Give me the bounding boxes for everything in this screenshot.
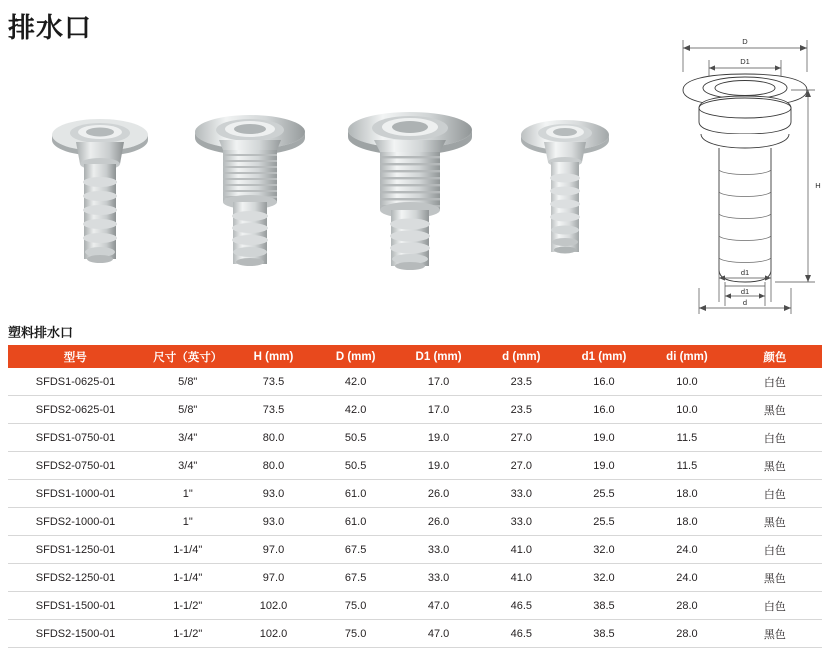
cell-h: 73.5 (232, 396, 314, 424)
cell-d: 50.5 (315, 424, 397, 452)
table-row (8, 536, 822, 564)
cell-color: 黑色 (728, 452, 821, 480)
cell-h: 102.0 (232, 592, 314, 620)
cell-size: 1-1/4" (143, 536, 232, 564)
header-d1-low: d1 (mm) (562, 345, 645, 368)
cell-d1-low: 32.0 (562, 536, 645, 564)
cell-color: 白色 (728, 536, 821, 564)
cell-d: 67.5 (315, 536, 397, 564)
cell-h: 93.0 (232, 480, 314, 508)
cell-d1-cap: 47.0 (397, 620, 481, 648)
cell-d1-low: 19.0 (562, 424, 645, 452)
product-image-1 (40, 90, 160, 290)
cell-d-low: 41.0 (480, 536, 562, 564)
product-photo-strip (10, 75, 660, 290)
cell-d-low: 27.0 (480, 424, 562, 452)
cell-h: 80.0 (232, 452, 314, 480)
cell-h: 93.0 (232, 508, 314, 536)
cell-color: 白色 (728, 424, 821, 452)
header-size: 尺寸（英寸） (143, 345, 232, 368)
cell-h: 80.0 (232, 424, 314, 452)
cell-model: SFDS1-1000-01 (8, 480, 143, 508)
cell-h: 97.0 (232, 536, 314, 564)
cell-h: 97.0 (232, 564, 314, 592)
header-color: 颜色 (728, 345, 821, 368)
table-row (8, 368, 822, 396)
cell-size: 3/4" (143, 452, 232, 480)
cell-color: 黑色 (728, 620, 821, 648)
cell-d-low: 46.5 (480, 592, 562, 620)
cell-model: SFDS1-1500-01 (8, 592, 143, 620)
cell-di: 18.0 (646, 480, 729, 508)
cell-size: 5/8" (143, 396, 232, 424)
dimension-label-d: d (742, 298, 748, 307)
cell-di: 24.0 (646, 536, 729, 564)
cell-d-low: 23.5 (480, 396, 562, 424)
cell-color: 黑色 (728, 564, 821, 592)
cell-d1-low: 16.0 (562, 396, 645, 424)
cell-d1-low: 38.5 (562, 592, 645, 620)
cell-d: 75.0 (315, 620, 397, 648)
cell-di: 10.0 (646, 396, 729, 424)
cell-d1-low: 25.5 (562, 480, 645, 508)
cell-color: 白色 (728, 368, 821, 396)
cell-di: 28.0 (646, 620, 729, 648)
cell-d-low: 41.0 (480, 564, 562, 592)
cell-color: 白色 (728, 592, 821, 620)
cell-model: SFDS1-0625-01 (8, 368, 143, 396)
spec-table (8, 345, 822, 648)
cell-size: 5/8" (143, 368, 232, 396)
table-row (8, 396, 822, 424)
cell-h: 73.5 (232, 368, 314, 396)
header-di: di (mm) (646, 345, 729, 368)
cell-model: SFDS2-0750-01 (8, 452, 143, 480)
technical-drawing (665, 30, 825, 315)
cell-model: SFDS2-1500-01 (8, 620, 143, 648)
cell-d-low: 27.0 (480, 452, 562, 480)
header-d: D (mm) (315, 345, 397, 368)
cell-di: 10.0 (646, 368, 729, 396)
cell-d: 42.0 (315, 368, 397, 396)
cell-model: SFDS1-1250-01 (8, 536, 143, 564)
cell-model: SFDS2-1000-01 (8, 508, 143, 536)
cell-model: SFDS1-0750-01 (8, 424, 143, 452)
product-image-4 (510, 90, 620, 290)
cell-color: 黑色 (728, 508, 821, 536)
cell-di: 11.5 (646, 452, 729, 480)
cell-d1-cap: 26.0 (397, 508, 481, 536)
cell-d1-low: 19.0 (562, 452, 645, 480)
table-row (8, 620, 822, 648)
table-row (8, 424, 822, 452)
cell-d-low: 46.5 (480, 620, 562, 648)
cell-di: 24.0 (646, 564, 729, 592)
cell-d1-cap: 19.0 (397, 424, 481, 452)
header-row (8, 345, 822, 368)
cell-di: 18.0 (646, 508, 729, 536)
header-d1-cap: D1 (mm) (397, 345, 481, 368)
cell-color: 黑色 (728, 396, 821, 424)
cell-d1-cap: 17.0 (397, 368, 481, 396)
cell-d1-low: 25.5 (562, 508, 645, 536)
cell-d1-cap: 19.0 (397, 452, 481, 480)
cell-d: 50.5 (315, 452, 397, 480)
product-image-2 (185, 90, 315, 290)
cell-d1-low: 38.5 (562, 620, 645, 648)
cell-h: 102.0 (232, 620, 314, 648)
section-title: 塑料排水口 (8, 325, 74, 340)
cell-d: 42.0 (315, 396, 397, 424)
cell-color: 白色 (728, 480, 821, 508)
table-row (8, 592, 822, 620)
dimension-label-D1: D1 (740, 57, 750, 66)
table-row (8, 452, 822, 480)
cell-size: 1-1/2" (143, 592, 232, 620)
cell-size: 3/4" (143, 424, 232, 452)
cell-d1-cap: 33.0 (397, 536, 481, 564)
product-image-3 (340, 90, 480, 290)
cell-size: 1" (143, 508, 232, 536)
header-model: 型号 (8, 345, 143, 368)
dimension-label-d1-lower: d1 (740, 287, 750, 296)
cell-d-low: 33.0 (480, 480, 562, 508)
cell-model: SFDS2-1250-01 (8, 564, 143, 592)
cell-d-low: 33.0 (480, 508, 562, 536)
spec-table-header (8, 345, 822, 368)
dimension-label-D: D (742, 37, 748, 46)
cell-size: 1-1/2" (143, 620, 232, 648)
cell-d1-low: 32.0 (562, 564, 645, 592)
cell-d: 61.0 (315, 480, 397, 508)
table-row (8, 508, 822, 536)
cell-d1-cap: 33.0 (397, 564, 481, 592)
dimension-label-d1-upper: d1 (740, 268, 750, 277)
cell-d1-cap: 47.0 (397, 592, 481, 620)
cell-d-low: 23.5 (480, 368, 562, 396)
cell-size: 1" (143, 480, 232, 508)
table-row (8, 480, 822, 508)
header-d-low: d (mm) (480, 345, 562, 368)
cell-di: 28.0 (646, 592, 729, 620)
table-row (8, 564, 822, 592)
page-title: 排水口 (8, 13, 92, 43)
cell-size: 1-1/4" (143, 564, 232, 592)
cell-d1-cap: 26.0 (397, 480, 481, 508)
spec-table-body (8, 368, 822, 648)
cell-d: 61.0 (315, 508, 397, 536)
cell-d: 67.5 (315, 564, 397, 592)
cell-model: SFDS2-0625-01 (8, 396, 143, 424)
cell-d1-cap: 17.0 (397, 396, 481, 424)
dimension-label-H: H (815, 181, 821, 190)
cell-di: 11.5 (646, 424, 729, 452)
cell-d1-low: 16.0 (562, 368, 645, 396)
header-h: H (mm) (232, 345, 314, 368)
cell-d: 75.0 (315, 592, 397, 620)
